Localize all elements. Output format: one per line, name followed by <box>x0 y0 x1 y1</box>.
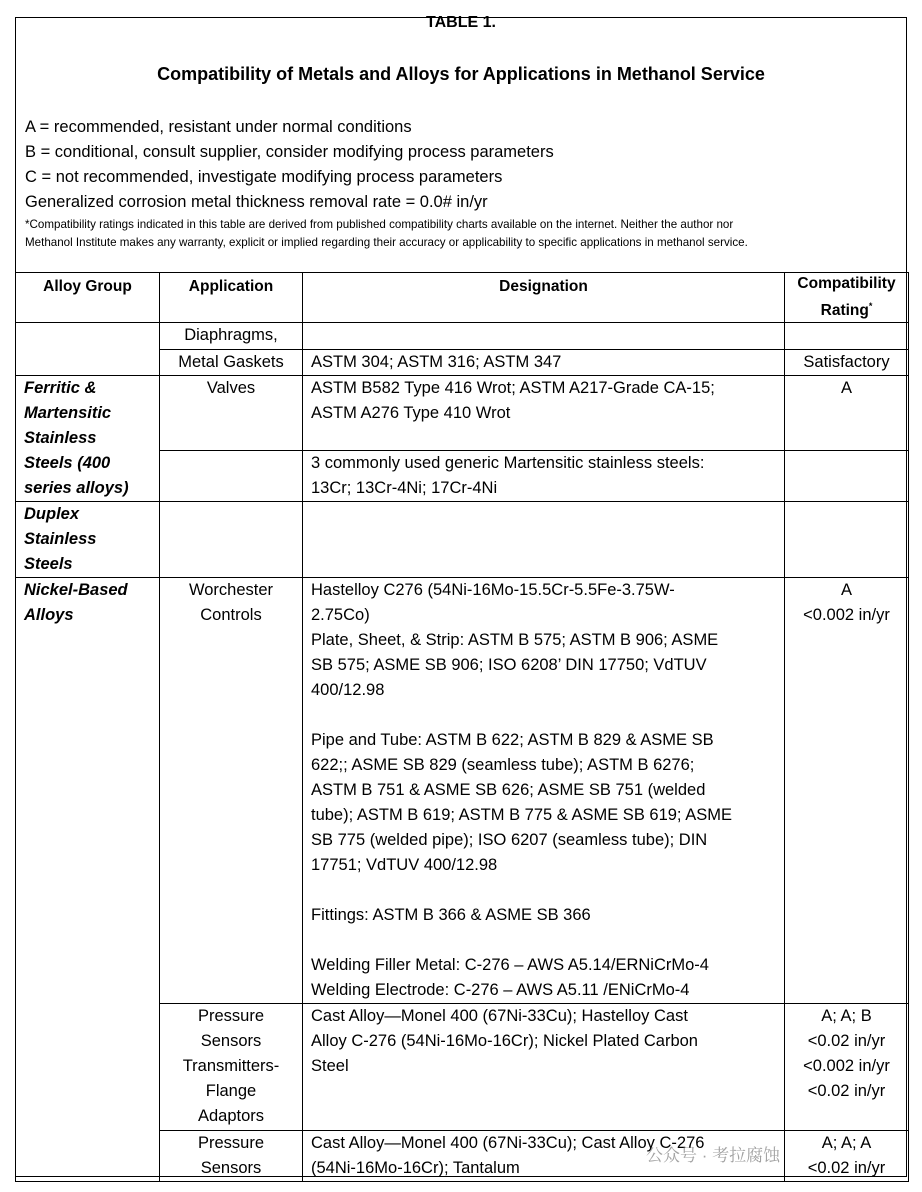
alloy-group-cell <box>16 323 160 376</box>
text-line: <0.02 in/yr <box>807 1082 886 1101</box>
text-line: Cast Alloy—Monel 400 (67Ni-33Cu); Hastelloy Cast <box>311 1007 688 1026</box>
alloy-group-cell <box>16 502 160 578</box>
text-line: A; A; A <box>821 1134 872 1153</box>
compatibility-table <box>15 272 909 1182</box>
text-line: Pressure <box>197 1134 265 1153</box>
text-line: series alloys) <box>24 479 129 498</box>
designation-cell <box>303 451 785 502</box>
text-line: Steel <box>311 1057 349 1076</box>
text-line: Steels (400 <box>24 454 111 473</box>
text-line: Adaptors <box>197 1107 265 1126</box>
text-line: ASTM A276 Type 410 Wrot <box>311 404 511 423</box>
text-line: Alloy C-276 (54Ni-16Mo-16Cr); Nickel Plated Carbon <box>311 1032 698 1051</box>
table-row <box>16 323 909 350</box>
application-cell <box>160 451 303 502</box>
header-alloy-group: Alloy Group <box>16 273 160 323</box>
application-cell <box>160 1131 303 1182</box>
text-line: Welding Electrode: C-276 – AWS A5.11 /ENiCrMo-4 <box>311 981 690 1000</box>
text-line: SB 575; ASME SB 906; ISO 6208’ DIN 17750; VdTUV <box>311 656 707 675</box>
rating-cell <box>785 578 909 1004</box>
text-line: 622;; ASME SB 829 (seamless tube); ASTM B 6276; <box>311 756 695 775</box>
application-cell <box>160 502 303 578</box>
text-line: 400/12.98 <box>311 681 385 700</box>
designation-cell <box>303 502 785 578</box>
text-line: Hastelloy C276 (54Ni-16Mo-15.5Cr-5.5Fe-3.75W- <box>311 581 675 600</box>
text-line: Welding Filler Metal: C-276 – AWS A5.14/ERNiCrMo-4 <box>311 956 709 975</box>
application-cell <box>160 1004 303 1131</box>
designation-cell <box>303 1004 785 1131</box>
alloy-group-cell <box>16 376 160 502</box>
text-line: Sensors <box>200 1032 262 1051</box>
text-line: tube); ASTM B 619; ASTM B 775 & ASME SB 619; ASME <box>311 806 732 825</box>
table-row <box>16 502 909 578</box>
header-rating-line2: Rating <box>820 302 869 320</box>
designation-cell: ASTM 304; ASTM 316; ASTM 347 <box>303 350 785 376</box>
rating-cell: Satisfactory <box>785 350 909 376</box>
table-number: TABLE 1. <box>426 14 496 31</box>
rating-cell <box>785 323 909 350</box>
text-line <box>311 878 776 903</box>
legend-c: C = not recommended, investigate modifying process parameters <box>25 168 503 186</box>
text-line: <0.002 in/yr <box>803 606 890 625</box>
text-line: Flange <box>205 1082 257 1101</box>
text-line: Ferritic & <box>24 379 97 398</box>
text-line: Pressure <box>197 1007 265 1026</box>
text-line: Controls <box>200 606 262 625</box>
watermark: 公众号 · 考拉腐蚀 <box>646 1146 781 1165</box>
disclaimer-note <box>25 216 748 252</box>
text-line: SB 775 (welded pipe); ISO 6207 (seamless tube); DIN <box>311 831 708 850</box>
header-designation: Designation <box>303 273 785 323</box>
text-line: (54Ni-16Mo-16Cr); Tantalum <box>311 1159 520 1178</box>
text-line: Pipe and Tube: ASTM B 622; ASTM B 829 & ASME SB <box>311 731 714 750</box>
text-line: Alloys <box>24 606 74 625</box>
text-line: Plate, Sheet, & Strip: ASTM B 575; ASTM B 906; ASME <box>311 631 719 650</box>
designation-cell <box>303 323 785 350</box>
application-cell: Valves <box>160 376 303 451</box>
text-line: ASTM B582 Type 416 Wrot; ASTM A217-Grade CA-15; <box>311 379 715 398</box>
text-line: <0.002 in/yr <box>803 1057 890 1076</box>
disclaimer-line: *Compatibility ratings indicated in this table are derived from published compatibility charts available on the internet. Neither the author nor <box>25 218 734 231</box>
designation-cell <box>303 578 785 1004</box>
designation-cell <box>303 376 785 451</box>
text-line: 13Cr; 13Cr-4Ni; 17Cr-4Ni <box>311 479 498 498</box>
text-line: <0.02 in/yr <box>807 1032 886 1051</box>
application-cell: Metal Gaskets <box>160 350 303 376</box>
rating-cell <box>785 502 909 578</box>
disclaimer-line: Methanol Institute makes any warranty, explicit or implied regarding their accuracy or applicability to specific applications in methanol service. <box>25 236 748 249</box>
text-line: Nickel-Based <box>24 581 128 600</box>
text-line: Stainless <box>24 429 97 448</box>
text-line <box>311 703 776 728</box>
text-line: Duplex <box>24 505 80 524</box>
rating-legend <box>25 115 748 252</box>
text-line: Worchester <box>188 581 274 600</box>
table-row <box>16 578 909 1004</box>
text-line: Martensitic <box>24 404 112 423</box>
application-cell: Diaphragms, <box>160 323 303 350</box>
text-line: 17751; VdTUV 400/12.98 <box>311 856 498 875</box>
header-rating <box>785 273 909 323</box>
text-line: Cast Alloy—Monel 400 (67Ni-33Cu); Cast Alloy C-276 <box>311 1134 705 1153</box>
legend-a: A = recommended, resistant under normal conditions <box>25 118 412 136</box>
rating-cell <box>785 1131 909 1182</box>
table-title: Compatibility of Metals and Alloys for Applications in Methanol Service <box>157 64 765 84</box>
header-row <box>16 273 909 323</box>
text-line <box>311 928 776 953</box>
legend-b: B = conditional, consult supplier, consider modifying process parameters <box>25 143 554 161</box>
text-line: <0.02 in/yr <box>807 1159 886 1178</box>
rating-cell <box>785 1004 909 1131</box>
header-application: Application <box>160 273 303 323</box>
text-line: 3 commonly used generic Martensitic stainless steels: <box>311 454 705 473</box>
text-line: A <box>840 581 852 600</box>
text-line: Fittings: ASTM B 366 & ASME SB 366 <box>311 906 591 925</box>
rating-cell <box>785 451 909 502</box>
footnote-mark: * <box>868 301 873 311</box>
text-line: Stainless <box>24 530 97 549</box>
text-line: A; A; B <box>821 1007 872 1026</box>
text-line: ASTM B 751 & ASME SB 626; ASME SB 751 (welded <box>311 781 706 800</box>
alloy-group-cell <box>16 578 160 1182</box>
text-line: Sensors <box>200 1159 262 1178</box>
legend-rate: Generalized corrosion metal thickness removal rate = 0.0# in/yr <box>25 193 488 211</box>
header-rating-line1: Compatibility <box>797 275 896 292</box>
rating-cell: A <box>785 376 909 451</box>
application-cell <box>160 578 303 1004</box>
table-row <box>16 376 909 451</box>
text-line: 2.75Co) <box>311 606 370 625</box>
text-line: Transmitters- <box>182 1057 280 1076</box>
text-line: Steels <box>24 555 73 574</box>
